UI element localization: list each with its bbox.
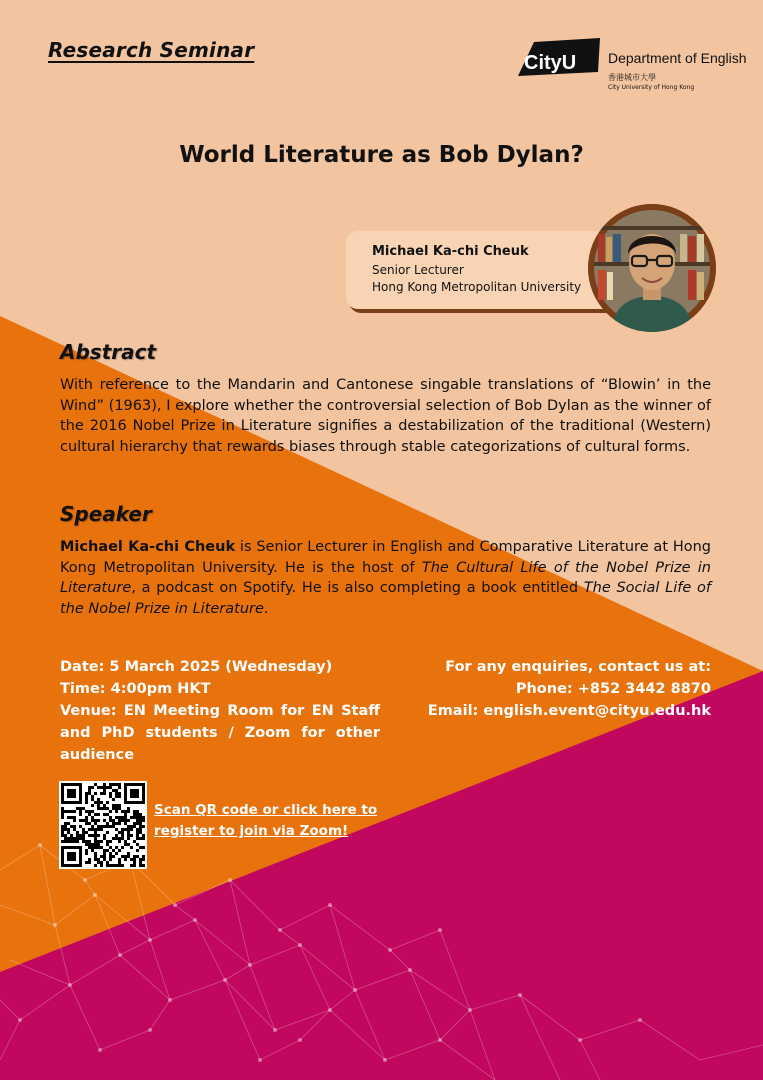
- cityu-logo-mark: [516, 38, 602, 90]
- speaker-card-name: Michael Ka-chi Cheuk: [372, 244, 529, 259]
- event-date: Date: 5 March 2025 (Wednesday): [60, 659, 333, 675]
- department-name: Department of English: [608, 50, 747, 66]
- speaker-bio-text-1: is Senior Lecturer in English and Comparative Literature at Hong Kong Metropolitan University. He is the host of: [60, 539, 711, 576]
- cityu-logo: [516, 38, 747, 94]
- contact-heading: For any enquiries, contact us at:: [445, 659, 711, 675]
- series-label: Research Seminar: [48, 38, 255, 62]
- contact-details: [400, 656, 711, 722]
- qr-code[interactable]: [59, 781, 147, 869]
- event-details: [60, 656, 380, 766]
- speaker-bio-text-2: , a podcast on Spotify. He is also completing a book entitled: [131, 580, 584, 596]
- zoom-registration-link[interactable]: Scan QR code or click here to register to join via Zoom!: [154, 802, 378, 839]
- speaker-portrait: [588, 204, 716, 332]
- university-name-en: City University of Hong Kong: [608, 84, 695, 91]
- contact-phone: Phone: +852 3442 8870: [515, 681, 711, 697]
- abstract-heading: Abstract: [60, 340, 157, 364]
- speaker-heading: Speaker: [60, 502, 152, 526]
- speaker-bio-text-3: .: [263, 600, 269, 617]
- event-venue: Venue: EN Meeting Room for EN Staff and PhD students / Zoom for other audience: [60, 703, 380, 763]
- seminar-title: World Literature as Bob Dylan?: [179, 142, 584, 168]
- book-title: The Social Life of the Nobel Prize in Literature: [60, 580, 711, 617]
- speaker-photo: [588, 204, 716, 332]
- podcast-title: The Cultural Life of the Nobel Prize in Literature: [60, 559, 711, 596]
- speaker-card-institution: Hong Kong Metropolitan University: [372, 280, 582, 294]
- speaker-bio-name: Michael Ka-chi Cheuk: [60, 539, 236, 555]
- speaker-bio: [60, 537, 711, 619]
- speaker-card-role: Senior Lecturer: [372, 263, 464, 277]
- contact-email[interactable]: Email: english.event@cityu.edu.hk: [427, 703, 711, 719]
- qr-code-image: [59, 781, 147, 869]
- abstract-body: With reference to the Mandarin and Cantonese singable translations of “Blowin’ in the Wind” (1963), I explore whether the controversial selection of Bob Dylan as the winner of the 2016 Nobel Prize in Literature signifies a destabilization of the traditional (Western) cultural hierarchy that rewards biases through stable categorizations of cultural forms.: [60, 377, 711, 455]
- cityu-wordmark: CityU: [524, 52, 577, 74]
- university-name-cn: 香港城市大學: [608, 73, 656, 82]
- event-time: Time: 4:00pm HKT: [60, 681, 211, 697]
